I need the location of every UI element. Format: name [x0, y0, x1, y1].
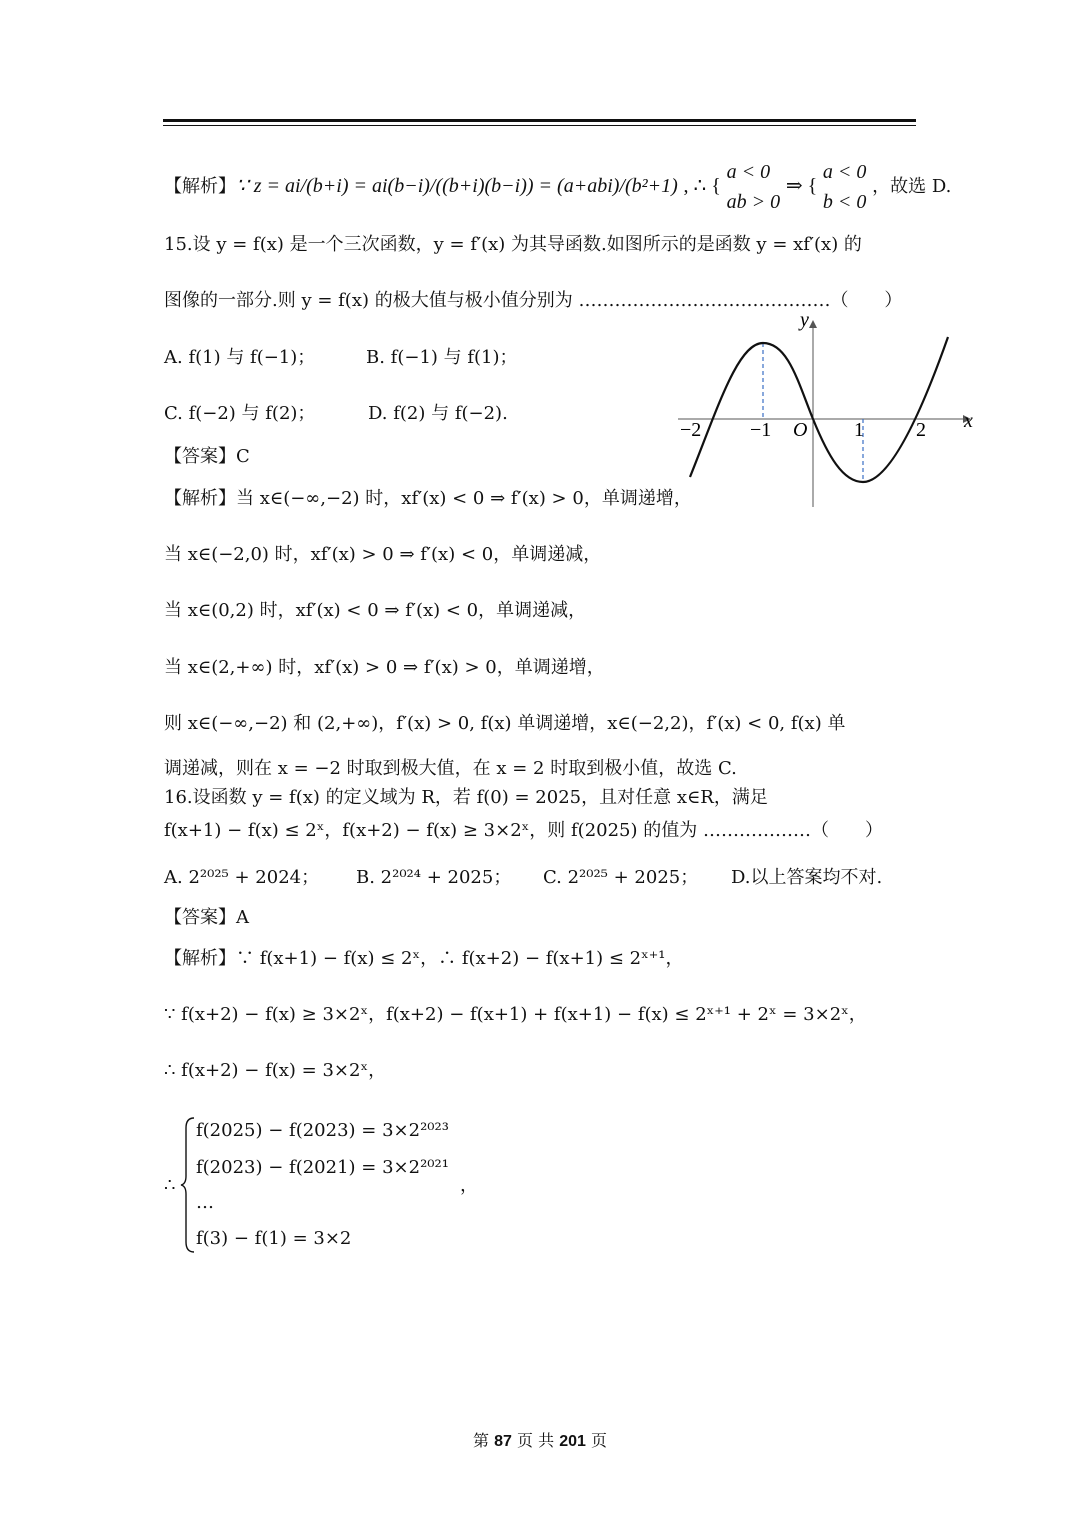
q16-system-comma: ， [460, 1175, 478, 1196]
graph-tick-1: 1 [854, 419, 864, 441]
graph-tick-neg1: −1 [750, 419, 772, 441]
footer-total-pages: 201 [559, 1433, 586, 1450]
page-footer [0, 1428, 1080, 1451]
analysis-z-equation: ∵ z = ai/(b+i) = ai(b−i)/((b+i)(b−i)) = (a+abi)/(b²+1) [236, 175, 678, 197]
condition-system-2: a < 0 b < 0 [822, 161, 867, 213]
graph-label-origin: O [793, 419, 808, 441]
q15-option-d: D. f(2) 与 f(−2). [368, 403, 508, 424]
q16-solution-1: 【解析】∵ f(x+1) − f(x) ≤ 2ˣ，∴ f(x+2) − f(x+1) ≤ 2ˣ⁺¹， [164, 948, 684, 969]
q15-solution-1: 【解析】当 x∈(−∞,−2) 时，xf′(x) < 0 ⇒ f′(x) > 0，单调递增， [164, 488, 692, 509]
q16-system-ellipsis: … [196, 1192, 214, 1213]
q16-stem-line1: 16.设函数 y = f(x) 的定义域为 R，若 f(0) = 2025，且对任意 x∈R，满足 [164, 787, 768, 808]
q16-option-d: D.以上答案均不对. [731, 867, 883, 888]
q15-option-c: C. f(−2) 与 f(2)； [164, 403, 316, 424]
q15-solution-6: 调递减，则在 x = −2 时取到极大值，在 x = 2 时取到极小值，故选 C. [164, 758, 737, 779]
q15-solution-4: 当 x∈(2,+∞) 时，xf′(x) > 0 ⇒ f′(x) > 0，单调递增， [164, 657, 605, 678]
q15-stem-line2: 图像的一部分.则 y = f(x) 的极大值与极小值分别为 ……………………………………（ ） [164, 290, 903, 311]
graph-tick-neg2: −2 [680, 419, 702, 441]
q16-option-b: B. 2²⁰²⁴ + 2025； [356, 867, 512, 888]
analysis-tag: 【解析】 [164, 176, 236, 197]
header-rule-thin [163, 125, 916, 126]
graph-tick-2: 2 [916, 419, 926, 441]
q16-solution-3: ∴ f(x+2) − f(x) = 3×2ˣ， [164, 1060, 387, 1081]
q15-stem-line1: 15.设 y = f(x) 是一个三次函数，y = f′(x) 为其导函数.如图所示的是函数 y = xf′(x) 的 [164, 234, 862, 255]
graph-curve [690, 337, 948, 482]
q15-option-a: A. f(1) 与 f(−1)； [164, 347, 316, 368]
q16-answer: 【答案】A [164, 907, 249, 928]
q15-solution-3: 当 x∈(0,2) 时，xf′(x) < 0 ⇒ f′(x) < 0，单调递减， [164, 600, 587, 621]
q15-solution-5: 则 x∈(−∞,−2) 和 (2,+∞)，f′(x) > 0, f(x) 单调递增，x∈(−2,2)，f′(x) < 0, f(x) 单 [164, 713, 846, 734]
graph-label-x: x [964, 410, 973, 432]
q16-option-c: C. 2²⁰²⁵ + 2025； [543, 867, 699, 888]
header-rule-thick [163, 119, 916, 122]
condition-system-1: a < 0 ab > 0 [726, 161, 781, 213]
analysis-conclusion: ，故选 D. [872, 176, 952, 197]
graph-y-arrow [809, 320, 817, 328]
q15-solution-2: 当 x∈(−2,0) 时，xf′(x) > 0 ⇒ f′(x) < 0，单调递减， [164, 544, 602, 565]
footer-mid: 页 共 [517, 1431, 555, 1450]
q15-option-b: B. f(−1) 与 f(1)； [366, 347, 518, 368]
footer-prefix: 第 [473, 1431, 490, 1450]
graph-label-y: y [800, 312, 809, 331]
analysis-top-line: 【解析】∵ z = ai/(b+i) = ai(b−i)/((b+i)(b−i)) = (a+abi)/(b²+1) , ∴ { a < 0 ab > 0 ⇒ { a < 0 b < 0 ，故选 D. [164, 157, 951, 217]
q16-system-eq1: f(2025) − f(2023) = 3×2²⁰²³ [196, 1120, 449, 1141]
q16-option-a: A. 2²⁰²⁵ + 2024； [164, 867, 320, 888]
footer-suffix: 页 [590, 1431, 607, 1450]
q16-system-eq2: f(2023) − f(2021) = 3×2²⁰²¹ [196, 1157, 449, 1178]
q16-system-brace [180, 1116, 196, 1254]
q16-system-eq4: f(3) − f(1) = 3×2 [196, 1228, 352, 1249]
q16-stem-line2: f(x+1) − f(x) ≤ 2ˣ，f(x+2) − f(x) ≥ 3×2ˣ，则 f(2025) 的值为 ………………（ ） [164, 820, 883, 841]
q16-therefore: ∴ [164, 1175, 176, 1196]
q15-graph [678, 312, 978, 512]
footer-page-number: 87 [494, 1433, 512, 1450]
q15-answer: 【答案】C [164, 446, 250, 467]
q16-solution-2: ∵ f(x+2) − f(x) ≥ 3×2ˣ，f(x+2) − f(x+1) + f(x+1) − f(x) ≤ 2ˣ⁺¹ + 2ˣ = 3×2ˣ， [164, 1004, 867, 1025]
